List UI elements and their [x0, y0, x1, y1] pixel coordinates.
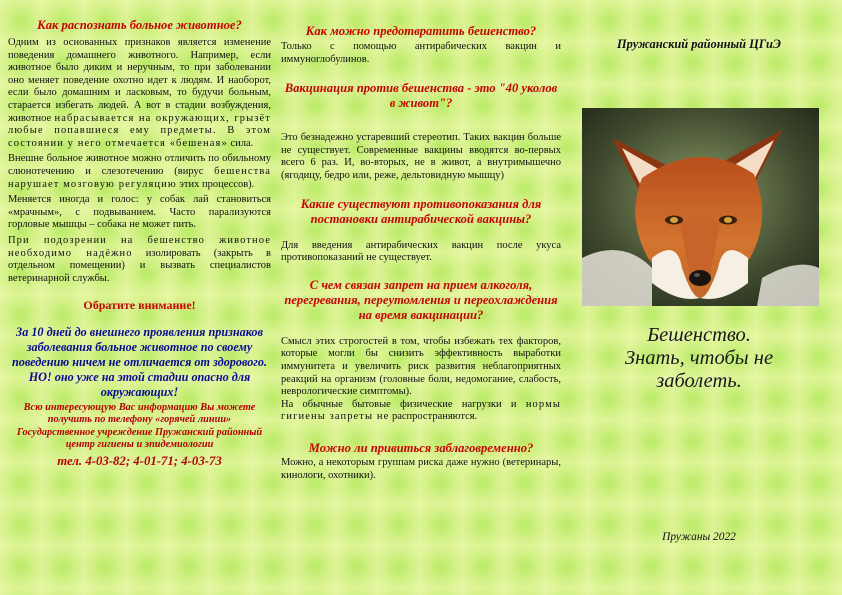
leaflet-title	[577, 324, 821, 393]
paragraph-salivation	[8, 153, 271, 191]
paragraph-salivation-part2: бешенства нарушает мозговую регуляцию	[8, 165, 271, 190]
text-40-shots: Это безнадежно устаревший стереотип. Таких вакцин больше не существует. Современные вакцины вводятся во-первых всего 6 раз. И, во-вторых, не в живот, а внутримышечно (ягодицу, бедро или, реже, дельтовидную мышцу)	[281, 132, 561, 181]
organization-name: Пружанский районный ЦГиЭ	[617, 37, 781, 51]
title-line-1: Бешенство.	[647, 324, 751, 346]
attention-heading: Обратите внимание!	[83, 298, 196, 313]
text-prevention: Только с помощью антирабических вакцин и иммуноглобулинов.	[281, 41, 561, 65]
text-advance-vaccination: Можно, а некоторым группам риска даже нужно (ветеринары, кинологи, охотники).	[281, 456, 561, 481]
heading-restrictions: С чем связан запрет на прием алкоголя, перегревания, переутомления и переохлаждения на время вакцинации?	[284, 277, 558, 322]
title-line-3: заболеть.	[656, 370, 742, 392]
heading-40-shots: Вакцинация против бешенства - это "40 уколов в живот"?	[284, 81, 558, 111]
heading-prevention: Как можно предотвратить бешенство?	[305, 24, 537, 38]
paragraph-voice: Меняется иногда и голос: у собак лай становиться «мрачным», с подвыванием. Часто парализуются горловые мышцы – собака не может пить.	[8, 194, 271, 231]
city-year: Пружаны 2022	[662, 531, 736, 543]
column-rabies-signs	[8, 14, 271, 469]
text-restrictions: Смысл этих строгостей в том, чтобы избежать тех факторов, которые могли бы снизить эффективность выработки иммунитета и увеличить риск развития неблагоприятных реакций на организм (головные боли, недомогание, слабость, неврологические симптомы).	[281, 335, 561, 398]
paragraph-behavior-part3: сила.	[227, 137, 254, 149]
text-contraindications: Для введения антирабических вакцин после укуса противопоказаний не существует.	[281, 239, 561, 264]
title-line-2: Знать, чтобы не	[624, 347, 774, 369]
text-physical-load-part1: На обычные бытовые физические нагрузки и	[281, 398, 526, 410]
column-vaccination	[281, 14, 561, 482]
paragraph-behavior-part1: Одним из основанных признаков является изменение поведения домашнего животного. Например, если животное было диким и неручным, то при заболевании оно меняет поведение охотно идет к людям. И наоборот, если было домашним и ласковым, то будучи больным, старается избегать людей. А вот в стадии возбуждения, животное	[8, 37, 271, 124]
hotline-info: Всю интересующую Вас информацию Вы можете получить по телефону «горячей линии» Государственное учреждение Пружанский районный центр гигиены и эпидемиологии	[16, 401, 263, 451]
heading-how-to-recognize: Как распознать больное животное?	[37, 18, 242, 32]
paragraph-salivation-part1: Внешне больное животное можно отличить по обильному слюнотечению и слезотечению (вирус	[8, 153, 271, 177]
text-physical-load-part2: нормы гигиены запреты не	[281, 398, 561, 423]
phone-numbers: тел. 4-03-82; 4-01-71; 4-03-73	[57, 454, 222, 469]
column-cover	[577, 14, 821, 543]
paragraph-behavior-part2: набрасывается на окружающих, грызёт любые попавшиеся ему предметы. В этом состоянии у него отмечается «бешеная»	[8, 112, 271, 149]
fox-photo	[582, 108, 819, 306]
text-physical-load-part3: распространяются.	[389, 411, 478, 423]
paragraph-salivation-part3: этих процессов).	[176, 178, 255, 190]
heading-contraindications: Какие существуют противопоказания для постановки антирабической вакцины?	[300, 196, 542, 226]
warning-text: За 10 дней до внешнего проявления признаков заболевания больное животное по своему поведению ничем не отличается от здорового. НО! оно уже на этой стадии опасно для окружающих!	[11, 325, 267, 399]
text-physical-load	[281, 399, 561, 424]
paragraph-isolate	[8, 235, 271, 285]
paragraph-isolate-part2: изолировать (закрыть в отдельном помещении) и вызвать специалистов ветеринарной службы.	[8, 247, 271, 284]
paragraph-behavior	[8, 37, 271, 150]
paragraph-isolate-part1: При подозрении на бешенство животное необходимо надёжно	[8, 234, 271, 259]
heading-advance-vaccination: Можно ли привиться заблаговременно?	[308, 440, 534, 455]
